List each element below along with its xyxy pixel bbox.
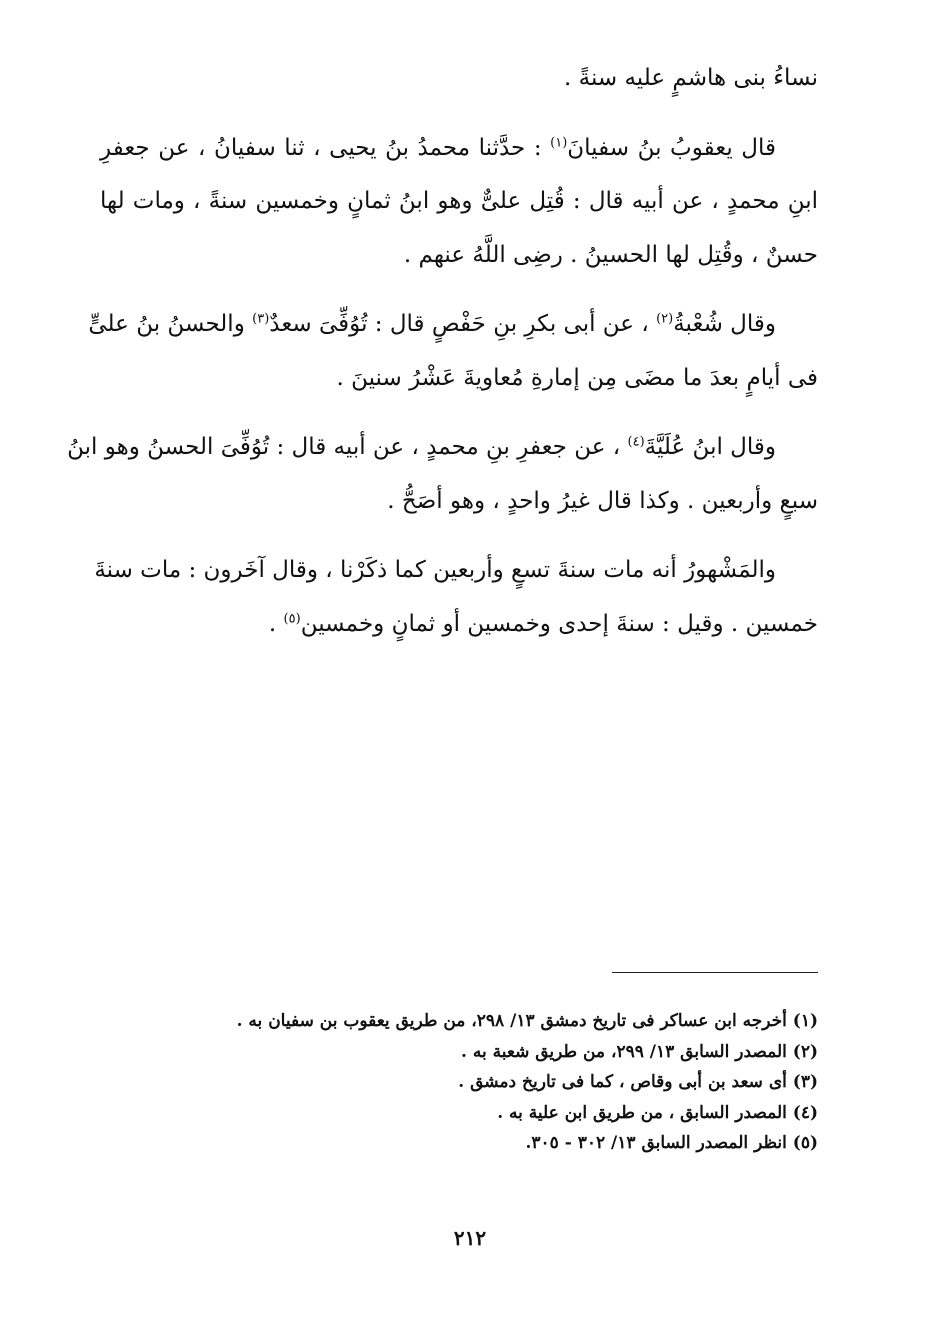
text-line: وقال شُعْبةُ$^{(٢)}$ ، عن أبى بكرِ بنِ حَفْصٍ قال : تُوُفِّىَ سعدٌ$^{(٣)}$ والحسنُ بنُ علىٍّ xyxy=(88,311,776,337)
page-number: ٢١٢ xyxy=(453,1226,487,1250)
footnote-reference: (٢) xyxy=(656,311,674,327)
text-line: نساءُ بنى هاشمٍ عليه سنةً . xyxy=(564,65,818,91)
footnote-reference: (١) xyxy=(550,134,568,150)
paragraph-1 xyxy=(100,52,818,106)
text-line: والمَشْهورُ أنه مات سنةَ تسعٍ وأربعين كما ذكَرْنا ، وقال آخَرون : مات سنةَ xyxy=(94,557,776,583)
footnote-reference: (٤) xyxy=(627,434,645,450)
text-line: ابنِ محمدٍ ، عن أبيه قال : قُتِل علىٌّ وهو ابنُ ثمانٍ وخمسين سنةً ، ومات لها xyxy=(100,188,818,214)
footnote-1: (١) أخرجه ابن عساكر فى تاريخ دمشق ١٣/ ٢٩٨، من طريق يعقوب بن سفيان به . xyxy=(236,1011,818,1031)
text-line: وقال ابنُ عُلَيَّةَ$^{(٤)}$ ، عن جعفرِ بنِ محمدٍ ، عن أبيه قال : تُوُفِّىَ الحسنُ وهو ابنُ xyxy=(67,434,776,460)
paragraph-3 xyxy=(88,298,818,405)
footnotes xyxy=(150,1006,818,1159)
footnote-5: (٥) انظر المصدر السابق ١٣/ ٣٠٢ - ٣٠٥. xyxy=(525,1133,818,1153)
text-line: خمسين . وقيل : سنةَ إحدى وخمسين أو ثمانٍ وخمسين$^{(٥)}$ . xyxy=(268,610,818,637)
footnote-2: (٢) المصدر السابق ١٣/ ٢٩٩، من طريق شعبة به . xyxy=(461,1041,818,1062)
footnote-4: (٤) المصدر السابق ، من طريق ابن علية به . xyxy=(497,1102,818,1123)
footnote-reference: (٥) xyxy=(283,610,301,626)
text-line: قال يعقوبُ بنُ سفيانَ$^{(١)}$ : حدَّثنا محمدُ بنُ يحيى ، ثنا سفيانُ ، عن جعفرِ xyxy=(100,134,776,161)
footnote-divider xyxy=(612,972,818,973)
text-line: حسنٌ ، وقُتِل لها الحسينُ . رضِى اللَّهُ عنهم . xyxy=(403,241,818,268)
paragraph-2 xyxy=(100,122,818,283)
paragraph-5 xyxy=(94,544,818,651)
text-line: سبعٍ وأربعين . وكذا قال غيرُ واحدٍ ، وهو أصَحُّ . xyxy=(387,487,818,514)
text-line: فى أيامٍ بعدَ ما مضَى مِن إمارةِ مُعاويةَ عَشْرُ سنينَ . xyxy=(336,364,818,391)
paragraph-4 xyxy=(67,421,818,528)
footnote-reference: (٣) xyxy=(252,311,270,327)
main-text xyxy=(67,52,818,651)
footnote-3: (٣) أى سعد بن أبى وقاص ، كما فى تاريخ دمشق . xyxy=(458,1072,818,1092)
